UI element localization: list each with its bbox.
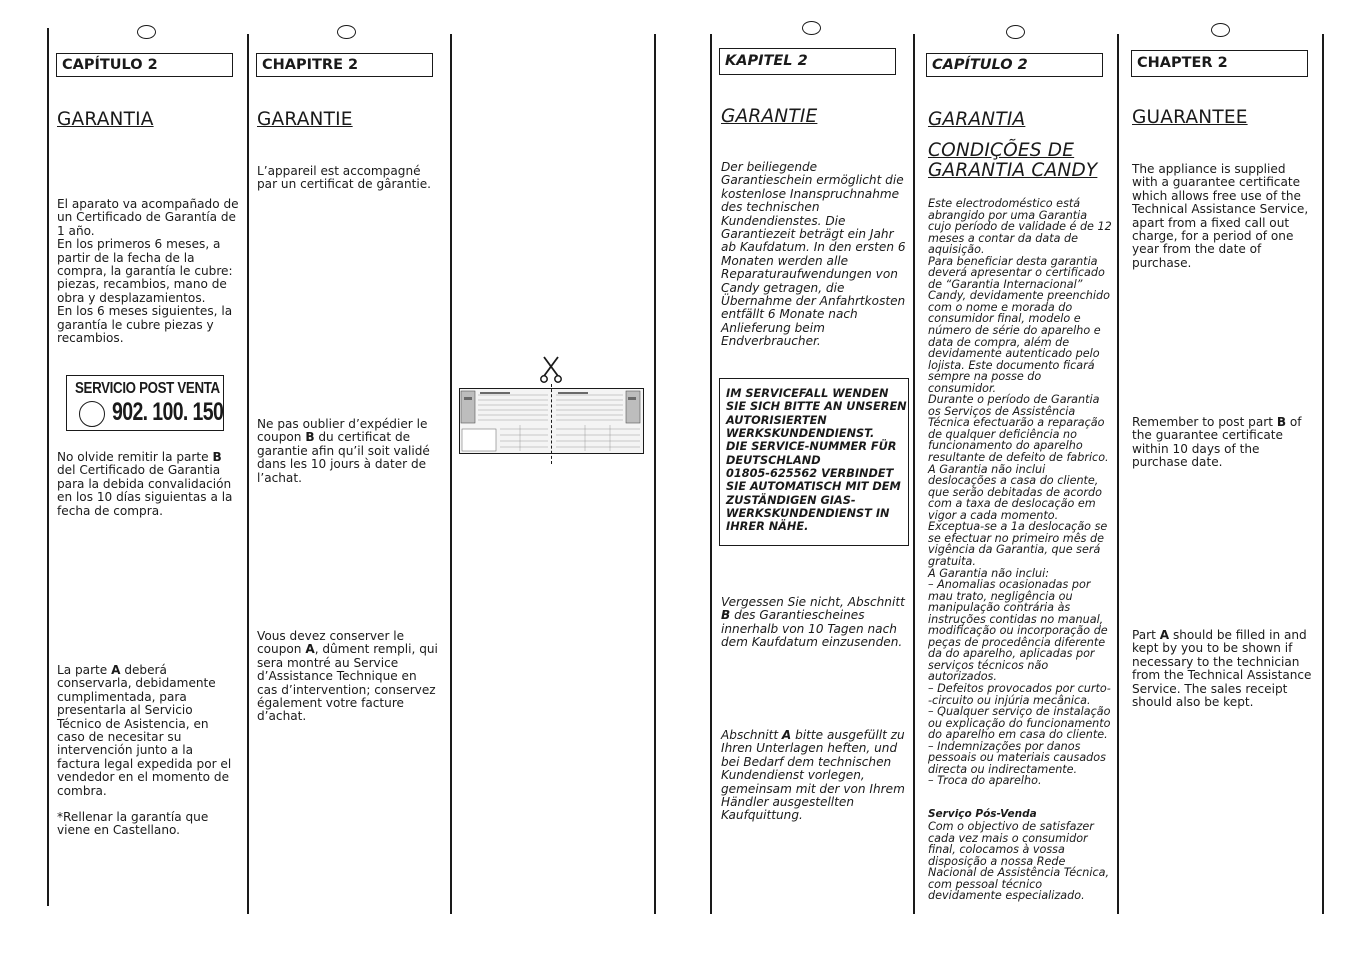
column-divider [913,34,915,914]
coupon-b-paragraph-es: No olvide remitir la parte B del Certificado de Garantia para la debida convalidación en los 10 días siguientas a la fecha de compra. [57,450,233,518]
coupon-a-paragraph-de: Abschnitt A bitte ausgefüllt zu Ihren Unterlagen heften, und bei Bedarf dem technischen Kundendienst vorlegen, gemeinsam mit der von Ihrem Händler ausgestellten Kaufquittung. [721,728,905,823]
ring-icon [1006,25,1025,39]
ring-icon [1211,23,1230,37]
after-sales-heading-pt: Serviço Pós-Venda [928,808,1037,820]
column-divider [47,28,49,906]
service-title: SERVICIO POST VENTA [75,380,220,397]
intro-paragraph-es: El aparato va acompañado de un Certificado de Garantía de 1 año. En los primeros 6 meses, a partir de la fecha de la compra, la garantía le cubre: piezas, recambios, mano de obra y desplazamientos. En los 6 meses siguientes, la garantía le cubre piezas y recambios. [57,197,239,346]
section-title-en: GUARANTEE [1132,107,1248,128]
service-warning-box [719,378,909,546]
coupon-b-paragraph-fr: Ne pas oublier d’expédier le coupon B du certificat de garantie afin qu’il soit validé dans les 10 jours à dater de l’achat. [257,417,430,485]
service-phone-box [66,375,224,431]
section-title-de: GARANTIE [721,106,818,127]
chapter-heading-es: CAPÍTULO 2 [56,53,233,77]
after-sales-text-pt: Com o objectivo de satisfazer cada vez mais o consumidor final, colocamos à vossa disposição a nossa Rede Nacional de Assistência Técnica, com pessoal técnico devidamente especializado. [928,820,1110,903]
chapter-heading-de: KAPITEL 2 [719,48,896,75]
scissors-icon [539,356,563,384]
column-divider [1117,34,1119,914]
service-phone-number: 902. 100. 150 [112,398,224,426]
coupon-a-paragraph-fr: Vous devez conserver le coupon A, dûment rempli, qui sera montré au Service d’Assistance Technique en cas d’intervention; conservez également votre facture d’achat. [257,629,438,724]
column-divider [450,34,452,914]
intro-paragraph-fr: L’appareil est accompagné par un certificat de gârantie. [257,164,431,192]
cut-line [551,384,552,464]
column-divider [654,34,656,914]
footnote-es: *Rellenar la garantía que viene en Castellano. [57,810,209,838]
intro-paragraph-de: Der beiliegende Garantieschein ermöglicht die kostenlose Inanspruchnahme des technischen Kundendienstes. Die Garantiezeit beträgt ein Jahr ab Kaufdatum. In den ersten 6 Monaten werden alle Reparaturaufwendungen von Candy getragen, die Übernahme der Anfahrtkosten entfällt 6 Monate nach Anlieferung beim Endverbraucher. [721,160,906,349]
subtitle-pt-line1: CONDIÇÕES DE [928,140,1075,161]
subtitle-pt-line2: GARANTIA CANDY [928,160,1098,181]
chapter-heading-fr: CHAPITRE 2 [256,53,433,77]
section-title-fr: GARANTIE [257,109,353,130]
chapter-heading-pt: CAPÍTULO 2 [926,53,1103,77]
coupon-a-paragraph-es: La parte A deberá conservarla, debidamente cumplimentada, para presentarla al Servicio Técnico de Asistencia, en caso de necesitar su intervención junto a la factura legal expedida por el vendedor en el momento de combra. [57,663,232,798]
conditions-text-pt: Este electrodoméstico está abrangido por uma Garantia cujo período de validade é de 12 meses a contar da data de aquisição. Para beneficiar desta garantia deverá apresentar o certificado de “Garantia Internacional” Candy, devidamente preenchido com o nome e morada do consumidor final, modelo e número de série do aparelho e data de compra, além de devidamente autenticado pelo lojista. Este documento ficará sempre na posse do consumidor. Durante o período de Garantia os Serviços de Assistência Técnica efectuarão a reparação de qualquer deficiência no funcionamento do aparelho resultante de defeito de fabrico. A Garantia não inclui deslocações a casa do cliente, que serão debitadas de acordo com a taxa de deslocação em vigor a cada momento. Exceptua-se a 1a deslocação se se efectuar no primeiro mês de vigência da Garantia, que será gratuita. A Garantia não inclui: – Anomalias ocasionadas por mau trato, negligência ou manipulação contrária às instruções contidas no manual, modificação ou incorporação de peças de procedência diferente da do aparelho, aplicadas por serviços técnicos não autorizados. – Defeitos provocados por curto--circuito ou injúria mecânica. – Qualquer serviço de instalação ou explicação do funcionamento do aparelho em casa do cliente. – Indemnizações por danos pessoais ou materiais causados directa ou indirectamente. – Troca do aparelho. [928,197,1112,788]
section-title-es: GARANTIA [57,109,154,130]
ring-icon [802,21,821,35]
section-title-pt: GARANTIA [928,109,1026,130]
ring-icon [337,25,356,39]
coupon-b-paragraph-de: Vergessen Sie nicht, Abschnitt B des Garantiescheines innerhalb von 10 Tagen nach dem Kaufdatum einzusenden. [721,595,905,650]
circle-icon [79,401,105,427]
intro-paragraph-en: The appliance is supplied with a guarantee certificate which allows free use of the Technical Assistance Service, apart from a fixed call out charge, for a period of one year from the date of purchase. [1132,162,1309,270]
column-divider [247,34,249,914]
column-divider [1322,34,1324,914]
chapter-heading-en: CHAPTER 2 [1131,50,1308,77]
coupon-a-paragraph-en: Part A should be filled in and kept by you to be shown if necessary to the technician from the Technical Assistance Service. The sales receipt should also be kept. [1132,628,1312,710]
ring-icon [137,25,156,39]
service-warning-text: IM SERVICEFALL WENDEN SIE SICH BITTE AN UNSEREN AUTORISIERTEN WERKSKUNDENDIENST. DIE SERVICE-NUMMER FÜR DEUTSCHLAND 01805-625562 VERBINDET SIE AUTOMATISCH MIT DEM ZUSTÄNDIGEN GIAS-WERKSKUNDENDIENST IN IHRER NÄHE. [726,387,907,534]
column-divider [710,34,712,914]
coupon-b-paragraph-en: Remember to post part B of the guarantee certificate within 10 days of the purchase date. [1132,415,1302,470]
